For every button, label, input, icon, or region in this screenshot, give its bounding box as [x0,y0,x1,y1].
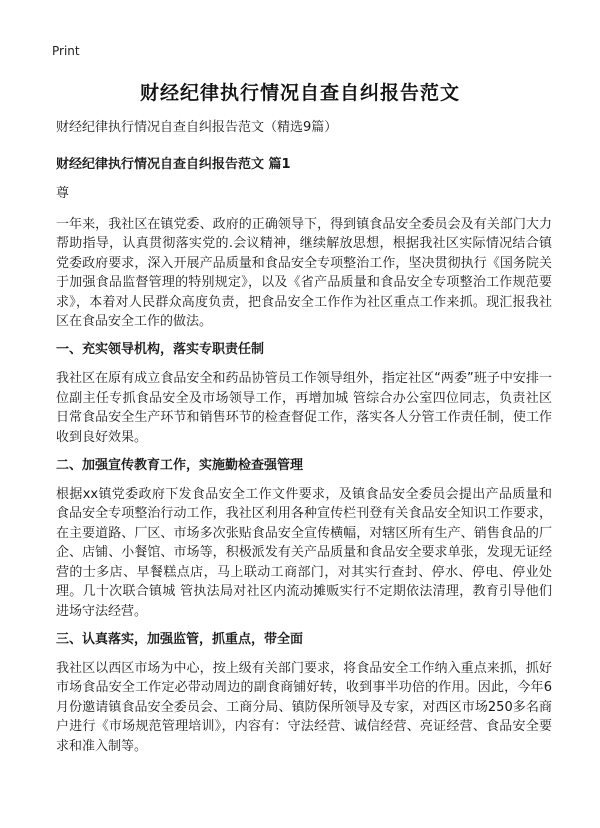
section-body-2: 根据xx镇党委政府下发食品安全工作文件要求，及镇食品安全委员会提出产品质量和食品安全专项整治行动工作，我社区利用各种宣传栏刊登有关食品安全知识工作要求，在主要道路、厂区、市场多次张贴食品安全宣传横幅，对辖区所有生产、销售食品的厂企、店铺、小餐馆、市场等，积极派发有关产品质量和食品安全要求单张，发现无证经营的士多店、早餐糕点店，马上联动工商部门，对其实行查封、停水、停电、停业处理。几十次联合镇城 管执法局对社区内流动摊贩实行不定期依法清理，教育引导他们进场守法经营。 [56,487,552,619]
page-title: 财经纪律执行情况自查自纠报告范文 [139,82,460,104]
section-body-1: 我社区在原有成立食品安全和药品协管员工作领导组外，指定社区“两委”班子中安排一位副主任专抓食品安全及市场领导工作，再增加城 管综合办公室四位同志，负责社区日常食品安全生产环节和销售环节的检查督促工作，落实各人分管工作责任制，使工作收到良好效果。 [56,371,552,445]
document-body [56,118,552,765]
section-heading-1: 一、充实领导机构，落实专职责任制 [56,342,265,358]
article-heading: 财经纪律执行情况自查自纠报告范文 篇1 [56,157,291,172]
salutation: 尊 [56,186,70,201]
section-heading-3: 三、认真落实，加强监管，抓重点，带全面 [56,631,304,647]
section-heading-2: 二、加强宣传教育工作，实施勤检查强管理 [56,458,304,474]
document-subtitle: 财经纪律执行情况自查自纠报告范文（精选9篇） [56,120,338,135]
print-label[interactable]: Print [52,44,80,58]
intro-paragraph: 一年来，我社区在镇党委、政府的正确领导下，得到镇食品安全委员会及有关部门大力帮助指导，认真贯彻落实党的.会议精神，继续解放思想，根据我社区实际情况结合镇党委政府要求，深入开展产品质量和食品安全专项整治工作，坚决贯彻执行《国务院关于加强食品监督管理的特别规定》，以及《省产品质量和食品安全专项整治工作规范要求》，本着对人民群众高度负责，把食品安全工作作为社区重点工作来抓。现汇报我社区在食品安全工作的做法。 [56,217,552,330]
section-body-3: 我社区以西区市场为中心，按上级有关部门要求，将食品安全工作纳入重点来抓，抓好市场食品安全工作定必带动周边的副食商铺好转，收到事半功倍的作用。因此，今年6月份邀请镇食品安全委员会、工商分局、镇防保所领导及专家，对西区市场250多名商户进行《市场规范管理培训》，内容有：守法经营、诚信经营、亮证经营、食品安全要求和准入制等。 [56,660,552,754]
